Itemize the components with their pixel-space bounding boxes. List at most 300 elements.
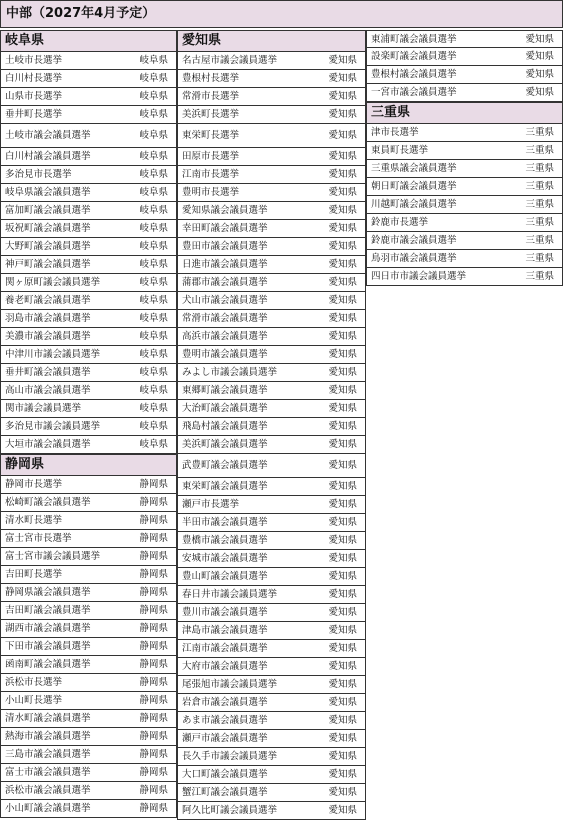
table-row bbox=[0, 328, 177, 346]
election-name: 阿久比町議会議員選挙 bbox=[182, 805, 278, 816]
election-name: 東栄町長選挙 bbox=[182, 130, 240, 141]
table-row bbox=[177, 748, 366, 766]
election-name: 江南市長選挙 bbox=[182, 169, 240, 180]
table-row bbox=[0, 710, 177, 728]
election-name: 大垣市議会議員選挙 bbox=[5, 439, 91, 450]
election-name: 日進市議会議員選挙 bbox=[182, 259, 268, 270]
table-row bbox=[177, 676, 366, 694]
table-row bbox=[0, 238, 177, 256]
prefecture-label: 岐阜県 bbox=[139, 259, 168, 270]
election-name: 常滑市長選挙 bbox=[182, 91, 240, 102]
election-name: 名古屋市議会議員選挙 bbox=[182, 55, 278, 66]
prefecture-label: 愛知県 bbox=[328, 553, 357, 564]
prefecture-label: 愛知県 bbox=[328, 499, 357, 510]
prefecture-label: 愛知県 bbox=[328, 403, 357, 414]
prefecture-label: 岐阜県 bbox=[139, 295, 168, 306]
election-name: 小山町議会議員選挙 bbox=[5, 803, 91, 814]
election-name: 美浜町議会議員選挙 bbox=[182, 439, 268, 450]
election-name: 鈴鹿市長選挙 bbox=[371, 217, 429, 228]
prefecture-label: 岐阜県 bbox=[139, 367, 168, 378]
table-row bbox=[0, 674, 177, 692]
election-name: 高山市議会議員選挙 bbox=[5, 385, 91, 396]
prefecture-label: 静岡県 bbox=[139, 641, 168, 652]
table-row bbox=[177, 328, 366, 346]
prefecture-label: 愛知県 bbox=[328, 439, 357, 450]
table-row bbox=[177, 586, 366, 604]
table-row bbox=[177, 550, 366, 568]
prefecture-label: 愛知県 bbox=[328, 607, 357, 618]
prefecture-label: 岐阜県 bbox=[139, 73, 168, 84]
election-name: 東栄町議会議員選挙 bbox=[182, 481, 268, 492]
table-row bbox=[366, 178, 563, 196]
election-name: 山県市長選挙 bbox=[5, 91, 63, 102]
prefecture-label: 愛知県 bbox=[525, 34, 554, 45]
election-name: 富加町議会議員選挙 bbox=[5, 205, 91, 216]
prefecture-label: 愛知県 bbox=[525, 69, 554, 80]
table-row bbox=[177, 70, 366, 88]
election-name: 神戸町議会議員選挙 bbox=[5, 259, 91, 270]
table-row bbox=[177, 766, 366, 784]
election-name: 安城市議会議員選挙 bbox=[182, 553, 268, 564]
prefecture-label: 岐阜県 bbox=[139, 130, 168, 141]
election-name: 春日井市議会議員選挙 bbox=[182, 589, 278, 600]
table-row bbox=[0, 476, 177, 494]
prefecture-label: 愛知県 bbox=[328, 385, 357, 396]
table-row bbox=[0, 764, 177, 782]
table-row bbox=[177, 658, 366, 676]
table-row bbox=[177, 292, 366, 310]
table-row bbox=[177, 238, 366, 256]
election-name: 豊明市議会議員選挙 bbox=[182, 349, 268, 360]
table-row bbox=[366, 84, 563, 102]
prefecture-label: 愛知県 bbox=[328, 109, 357, 120]
prefecture-label: 愛知県 bbox=[328, 535, 357, 546]
table-row bbox=[366, 48, 563, 66]
table-row bbox=[177, 274, 366, 292]
election-name: 半田市議会議員選挙 bbox=[182, 517, 268, 528]
table-row bbox=[366, 142, 563, 160]
election-name: 瀬戸市議会議員選挙 bbox=[182, 733, 268, 744]
table-row bbox=[177, 310, 366, 328]
table-row bbox=[177, 52, 366, 70]
election-name: 尾張旭市議会議員選挙 bbox=[182, 679, 278, 690]
prefecture-label: 愛知県 bbox=[328, 277, 357, 288]
prefecture-label: 静岡県 bbox=[139, 533, 168, 544]
prefecture-label: 愛知県 bbox=[328, 625, 357, 636]
prefecture-label: 愛知県 bbox=[328, 205, 357, 216]
table-row bbox=[177, 124, 366, 148]
table-row bbox=[0, 88, 177, 106]
prefecture-label: 静岡県 bbox=[139, 785, 168, 796]
prefecture-label: 岐阜県 bbox=[139, 349, 168, 360]
prefecture-label: 愛知県 bbox=[328, 130, 357, 141]
election-name: 羽島市議会議員選挙 bbox=[5, 313, 91, 324]
table-row bbox=[177, 88, 366, 106]
prefecture-label: 岐阜県 bbox=[139, 277, 168, 288]
table-row bbox=[0, 584, 177, 602]
column-1 bbox=[0, 30, 177, 818]
table-row bbox=[0, 566, 177, 584]
prefecture-label: 愛知県 bbox=[525, 51, 554, 62]
table-row bbox=[366, 66, 563, 84]
table-row bbox=[0, 382, 177, 400]
election-name: 清水町議会議員選挙 bbox=[5, 713, 91, 724]
table-row bbox=[0, 364, 177, 382]
prefecture-label: 愛知県 bbox=[328, 787, 357, 798]
prefecture-label: 愛知県 bbox=[328, 421, 357, 432]
election-name: 垂井町長選挙 bbox=[5, 109, 63, 120]
election-name: 一宮市議会議員選挙 bbox=[371, 87, 457, 98]
table-row bbox=[177, 604, 366, 622]
table-row bbox=[0, 418, 177, 436]
table-row bbox=[366, 250, 563, 268]
prefecture-label: 静岡県 bbox=[139, 551, 168, 562]
prefecture-label: 岐阜県 bbox=[139, 169, 168, 180]
election-name: 三重県議会議員選挙 bbox=[371, 163, 457, 174]
election-name: 蟹江町議会議員選挙 bbox=[182, 787, 268, 798]
election-name: 大口町議会議員選挙 bbox=[182, 769, 268, 780]
prefecture-label: 愛知県 bbox=[328, 169, 357, 180]
election-name: 岩倉市議会議員選挙 bbox=[182, 697, 268, 708]
table-row bbox=[366, 268, 563, 286]
table-row bbox=[0, 346, 177, 364]
prefecture-label: 愛知県 bbox=[328, 73, 357, 84]
election-name: 白川村長選挙 bbox=[5, 73, 63, 84]
prefecture-label: 岐阜県 bbox=[139, 385, 168, 396]
table-row bbox=[177, 784, 366, 802]
table-row bbox=[177, 202, 366, 220]
election-name: 土岐市長選挙 bbox=[5, 55, 63, 66]
election-name: みよし市議会議員選挙 bbox=[182, 367, 278, 378]
table-row bbox=[177, 640, 366, 658]
prefecture-label: 静岡県 bbox=[139, 749, 168, 760]
prefecture-label: 愛知県 bbox=[328, 295, 357, 306]
election-name: 富士宮市議会議員選挙 bbox=[5, 551, 101, 562]
prefecture-label: 三重県 bbox=[525, 235, 554, 246]
column-3 bbox=[366, 30, 563, 286]
prefecture-label: 愛知県 bbox=[328, 751, 357, 762]
table-row bbox=[366, 232, 563, 250]
election-name: 津島市議会議員選挙 bbox=[182, 625, 268, 636]
prefecture-label: 愛知県 bbox=[328, 241, 357, 252]
prefecture-label: 三重県 bbox=[525, 127, 554, 138]
table-row bbox=[177, 622, 366, 640]
prefecture-label: 岐阜県 bbox=[139, 205, 168, 216]
prefecture-label: 三重県 bbox=[525, 199, 554, 210]
election-name: 豊田市議会議員選挙 bbox=[182, 241, 268, 252]
prefecture-label: 静岡県 bbox=[139, 605, 168, 616]
prefecture-label: 静岡県 bbox=[139, 587, 168, 598]
page-title: 中部（2027年4月予定） bbox=[0, 0, 563, 28]
prefecture-label: 愛知県 bbox=[328, 259, 357, 270]
table-row bbox=[177, 382, 366, 400]
prefecture-label: 愛知県 bbox=[328, 733, 357, 744]
election-name: 垂井町議会議員選挙 bbox=[5, 367, 91, 378]
column-2 bbox=[177, 30, 366, 820]
table-row bbox=[366, 214, 563, 232]
prefecture-label: 愛知県 bbox=[328, 589, 357, 600]
prefecture-label: 岐阜県 bbox=[139, 151, 168, 162]
table-row bbox=[177, 400, 366, 418]
prefecture-label: 愛知県 bbox=[328, 643, 357, 654]
prefecture-label: 三重県 bbox=[525, 253, 554, 264]
table-row bbox=[177, 364, 366, 382]
election-name: あま市議会議員選挙 bbox=[182, 715, 268, 726]
prefecture-label: 岐阜県 bbox=[139, 439, 168, 450]
election-name: 静岡県議会議員選挙 bbox=[5, 587, 91, 598]
table-row bbox=[177, 712, 366, 730]
table-row bbox=[366, 160, 563, 178]
prefecture-label: 愛知県 bbox=[328, 805, 357, 816]
prefecture-label: 愛知県 bbox=[328, 571, 357, 582]
prefecture-header-gifu: 岐阜県 bbox=[0, 30, 177, 52]
table-row bbox=[0, 70, 177, 88]
election-name: 富士市議会議員選挙 bbox=[5, 767, 91, 778]
election-name: 田原市長選挙 bbox=[182, 151, 240, 162]
table-row bbox=[366, 196, 563, 214]
election-name: 熱海市議会議員選挙 bbox=[5, 731, 91, 742]
table-row bbox=[177, 166, 366, 184]
election-name: 土岐市議会議員選挙 bbox=[5, 130, 91, 141]
prefecture-label: 愛知県 bbox=[328, 367, 357, 378]
prefecture-label: 三重県 bbox=[525, 181, 554, 192]
election-name: 浜松市長選挙 bbox=[5, 677, 63, 688]
election-name: 吉田町議会議員選挙 bbox=[5, 605, 91, 616]
election-name: 三島市議会議員選挙 bbox=[5, 749, 91, 760]
table-row bbox=[0, 494, 177, 512]
prefecture-label: 静岡県 bbox=[139, 731, 168, 742]
table-row bbox=[0, 782, 177, 800]
prefecture-label: 岐阜県 bbox=[139, 421, 168, 432]
prefecture-label: 愛知県 bbox=[328, 349, 357, 360]
election-name: 東郷町議会議員選挙 bbox=[182, 385, 268, 396]
election-name: 飛島村議会議員選挙 bbox=[182, 421, 268, 432]
table-row bbox=[366, 124, 563, 142]
prefecture-label: 愛知県 bbox=[328, 313, 357, 324]
table-row bbox=[0, 148, 177, 166]
prefecture-label: 岐阜県 bbox=[139, 91, 168, 102]
table-row bbox=[177, 802, 366, 820]
election-name: 美濃市議会議員選挙 bbox=[5, 331, 91, 342]
prefecture-label: 愛知県 bbox=[328, 481, 357, 492]
election-name: 関市議会議員選挙 bbox=[5, 403, 82, 414]
prefecture-label: 愛知県 bbox=[328, 679, 357, 690]
prefecture-header-shizuoka: 静岡県 bbox=[0, 454, 177, 476]
election-name: 大野町議会議員選挙 bbox=[5, 241, 91, 252]
prefecture-label: 静岡県 bbox=[139, 479, 168, 490]
election-name: 下田市議会議員選挙 bbox=[5, 641, 91, 652]
election-name: 清水町長選挙 bbox=[5, 515, 63, 526]
election-name: 養老町議会議員選挙 bbox=[5, 295, 91, 306]
election-name: 湖西市議会議員選挙 bbox=[5, 623, 91, 634]
table-row bbox=[177, 256, 366, 274]
prefecture-label: 愛知県 bbox=[328, 223, 357, 234]
table-row bbox=[177, 184, 366, 202]
prefecture-label: 岐阜県 bbox=[139, 241, 168, 252]
prefecture-label: 静岡県 bbox=[139, 695, 168, 706]
prefecture-label: 愛知県 bbox=[328, 460, 357, 471]
prefecture-label: 岐阜県 bbox=[139, 55, 168, 66]
election-name: 東浦町議会議員選挙 bbox=[371, 34, 457, 45]
election-name: 多治見市長選挙 bbox=[5, 169, 72, 180]
election-name: 白川村議会議員選挙 bbox=[5, 151, 91, 162]
prefecture-label: 静岡県 bbox=[139, 713, 168, 724]
election-name: 吉田町長選挙 bbox=[5, 569, 63, 580]
table-row bbox=[0, 620, 177, 638]
prefecture-label: 愛知県 bbox=[328, 331, 357, 342]
table-row bbox=[177, 694, 366, 712]
table-row bbox=[177, 454, 366, 478]
election-name: 美浜町長選挙 bbox=[182, 109, 240, 120]
election-name: 大府市議会議員選挙 bbox=[182, 661, 268, 672]
table-row bbox=[0, 166, 177, 184]
prefecture-label: 静岡県 bbox=[139, 659, 168, 670]
election-name: 豊根村長選挙 bbox=[182, 73, 240, 84]
table-row bbox=[0, 400, 177, 418]
aichi-continued-list bbox=[366, 30, 563, 102]
election-name: 豊川市議会議員選挙 bbox=[182, 607, 268, 618]
prefecture-label: 愛知県 bbox=[328, 661, 357, 672]
election-name: 多治見市議会議員選挙 bbox=[5, 421, 101, 432]
prefecture-label: 愛知県 bbox=[328, 769, 357, 780]
table-row bbox=[0, 656, 177, 674]
prefecture-label: 静岡県 bbox=[139, 767, 168, 778]
prefecture-label: 愛知県 bbox=[328, 697, 357, 708]
prefecture-label: 岐阜県 bbox=[139, 331, 168, 342]
table-row bbox=[0, 602, 177, 620]
election-name: 小山町長選挙 bbox=[5, 695, 63, 706]
table-row bbox=[177, 568, 366, 586]
prefecture-label: 静岡県 bbox=[139, 497, 168, 508]
election-name: 朝日町議会議員選挙 bbox=[371, 181, 457, 192]
table-row bbox=[0, 638, 177, 656]
prefecture-header-aichi: 愛知県 bbox=[177, 30, 366, 52]
election-name: 中津川市議会議員選挙 bbox=[5, 349, 101, 360]
mie-list bbox=[366, 124, 563, 286]
table-row bbox=[0, 530, 177, 548]
table-row bbox=[0, 746, 177, 764]
table-row bbox=[177, 106, 366, 124]
table-row bbox=[177, 346, 366, 364]
election-name: 富士宮市長選挙 bbox=[5, 533, 72, 544]
prefecture-label: 愛知県 bbox=[328, 715, 357, 726]
table-row bbox=[0, 220, 177, 238]
election-name: 犬山市議会議員選挙 bbox=[182, 295, 268, 306]
prefecture-label: 三重県 bbox=[525, 163, 554, 174]
prefecture-label: 静岡県 bbox=[139, 677, 168, 688]
election-name: 蒲郡市議会議員選挙 bbox=[182, 277, 268, 288]
election-name: 関ヶ原町議会議員選挙 bbox=[5, 277, 101, 288]
election-name: 岐阜県議会議員選挙 bbox=[5, 187, 91, 198]
election-name: 瀬戸市長選挙 bbox=[182, 499, 240, 510]
prefecture-label: 岐阜県 bbox=[139, 223, 168, 234]
prefecture-label: 三重県 bbox=[525, 145, 554, 156]
prefecture-label: 岐阜県 bbox=[139, 313, 168, 324]
election-name: 高浜市議会議員選挙 bbox=[182, 331, 268, 342]
prefecture-label: 静岡県 bbox=[139, 803, 168, 814]
table-row bbox=[0, 52, 177, 70]
election-name: 長久手市議会議員選挙 bbox=[182, 751, 278, 762]
table-row bbox=[0, 692, 177, 710]
election-name: 鈴鹿市議会議員選挙 bbox=[371, 235, 457, 246]
election-name: 東員町長選挙 bbox=[371, 145, 429, 156]
table-row bbox=[177, 436, 366, 454]
table-row bbox=[0, 310, 177, 328]
prefecture-label: 愛知県 bbox=[328, 55, 357, 66]
election-name: 松崎町議会議員選挙 bbox=[5, 497, 91, 508]
election-name: 鳥羽市議会議員選挙 bbox=[371, 253, 457, 264]
election-name: 常滑市議会議員選挙 bbox=[182, 313, 268, 324]
table-row bbox=[0, 274, 177, 292]
table-row bbox=[0, 512, 177, 530]
gifu-list bbox=[0, 52, 177, 454]
table-row bbox=[177, 418, 366, 436]
election-name: 豊根村議会議員選挙 bbox=[371, 69, 457, 80]
prefecture-label: 愛知県 bbox=[328, 151, 357, 162]
election-name: 豊山町議会議員選挙 bbox=[182, 571, 268, 582]
table-row bbox=[0, 436, 177, 454]
election-name: 津市長選挙 bbox=[371, 127, 419, 138]
election-name: 四日市市議会議員選挙 bbox=[371, 271, 467, 282]
election-name: 大治町議会議員選挙 bbox=[182, 403, 268, 414]
prefecture-header-mie: 三重県 bbox=[366, 102, 563, 124]
table-row bbox=[177, 478, 366, 496]
table-row bbox=[0, 800, 177, 818]
table-row bbox=[177, 532, 366, 550]
prefecture-label: 静岡県 bbox=[139, 569, 168, 580]
table-row bbox=[0, 728, 177, 746]
prefecture-label: 静岡県 bbox=[139, 623, 168, 634]
table-row bbox=[0, 292, 177, 310]
shizuoka-list bbox=[0, 476, 177, 818]
prefecture-label: 愛知県 bbox=[328, 187, 357, 198]
prefecture-label: 三重県 bbox=[525, 271, 554, 282]
prefecture-label: 愛知県 bbox=[525, 87, 554, 98]
table-row bbox=[177, 730, 366, 748]
election-name: 設楽町議会議員選挙 bbox=[371, 51, 457, 62]
prefecture-label: 岐阜県 bbox=[139, 187, 168, 198]
table-row bbox=[366, 30, 563, 48]
table-row bbox=[177, 148, 366, 166]
election-name: 江南市議会議員選挙 bbox=[182, 643, 268, 654]
table-row bbox=[177, 496, 366, 514]
table-row bbox=[0, 548, 177, 566]
prefecture-label: 岐阜県 bbox=[139, 109, 168, 120]
election-name: 川越町議会議員選挙 bbox=[371, 199, 457, 210]
prefecture-label: 愛知県 bbox=[328, 517, 357, 528]
prefecture-label: 愛知県 bbox=[328, 91, 357, 102]
table-row bbox=[177, 220, 366, 238]
table-row bbox=[0, 256, 177, 274]
election-name: 幸田町議会議員選挙 bbox=[182, 223, 268, 234]
election-name: 坂祝町議会議員選挙 bbox=[5, 223, 91, 234]
table-row bbox=[0, 124, 177, 148]
election-name: 函南町議会議員選挙 bbox=[5, 659, 91, 670]
prefecture-label: 静岡県 bbox=[139, 515, 168, 526]
election-name: 愛知県議会議員選挙 bbox=[182, 205, 268, 216]
prefecture-label: 三重県 bbox=[525, 217, 554, 228]
prefecture-label: 岐阜県 bbox=[139, 403, 168, 414]
election-name: 浜松市議会議員選挙 bbox=[5, 785, 91, 796]
table-row bbox=[177, 514, 366, 532]
aichi-list bbox=[177, 52, 366, 820]
election-name: 豊明市長選挙 bbox=[182, 187, 240, 198]
table-row bbox=[0, 202, 177, 220]
table-row bbox=[0, 184, 177, 202]
election-name: 豊橋市議会議員選挙 bbox=[182, 535, 268, 546]
table-row bbox=[0, 106, 177, 124]
election-name: 武豊町議会議員選挙 bbox=[182, 460, 268, 471]
